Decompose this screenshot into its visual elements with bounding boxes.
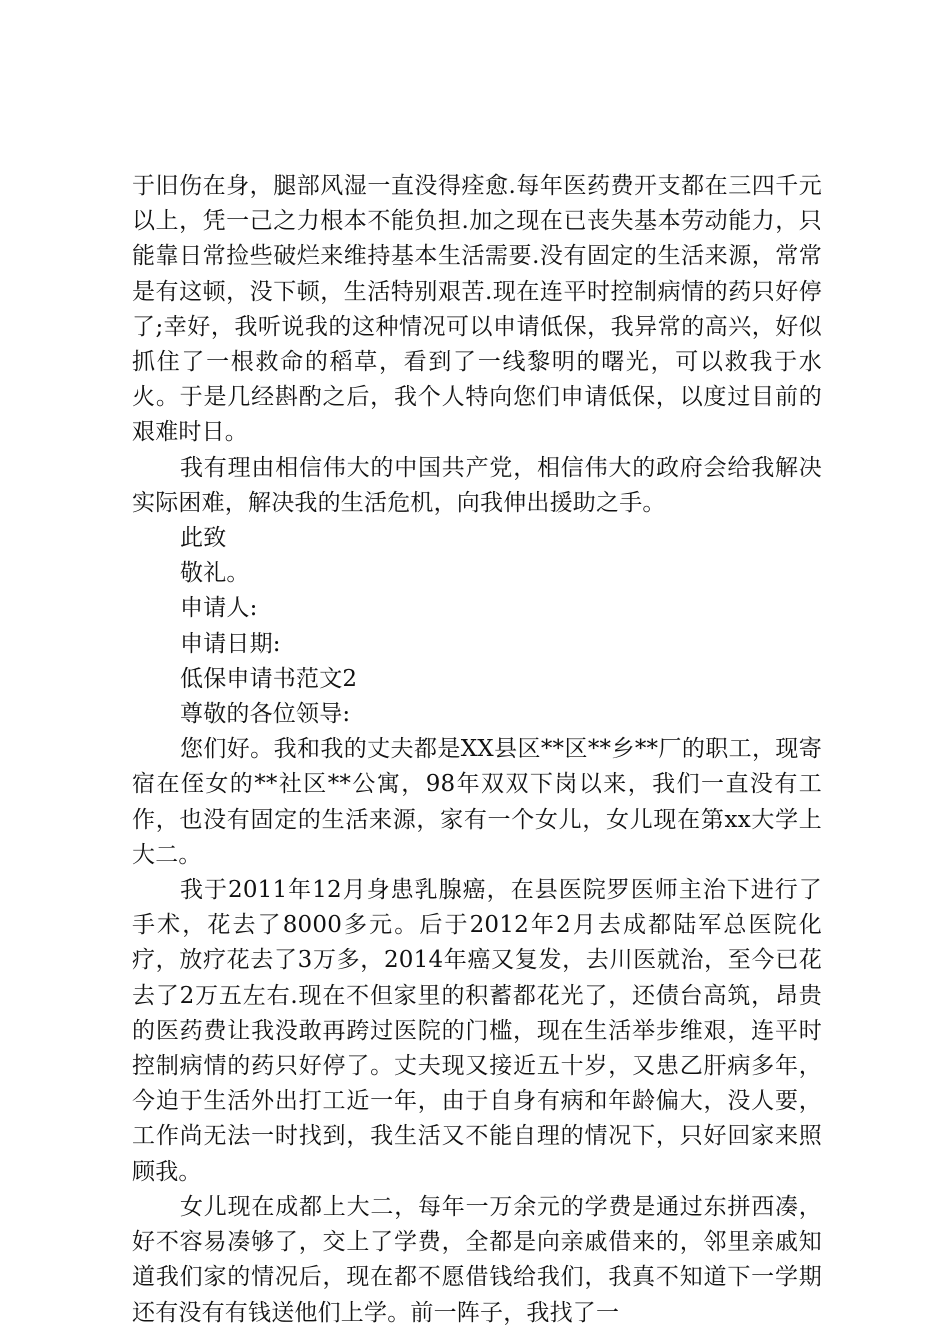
closing-salutation: 此致 <box>180 525 227 552</box>
sample-title: 低保申请书范文2 <box>180 665 358 692</box>
paragraph-illness: 我于2011年12月身患乳腺癌，在县医院罗医师主治下进行了手术，花去了8000多元。后于2012年2月去成都陆军总医院化疗，放疗花去了3万多，2014年癌又复发，去川医就治，至今已花去了2万五左右.现在不但家里的积蓄都花光了，还债台高筑，昂贵的医药费让我没敢再跨过医院的门槛，现在生活举步维艰，连平时控制病情的药只好停了。丈夫现又接近五十岁，又患乙肝病多年，今迫于生活外出打工近一年，由于自身有病和年龄偏大，没人要，工作尚无法一时找到，我生活又不能自理的情况下，只好回家来照顾我。 <box>132 877 822 1185</box>
paragraph-continuation: 于旧伤在身，腿部风湿一直没得痊愈.每年医药费开支都在三四千元以上，凭一己之力根本不能负担.加之现在已丧失基本劳动能力，只能靠日常捡些破烂来维持基本生活需要.没有固定的生活来源，常常是有这顿，没下顿，生活特别艰苦.现在连平时控制病情的药只好停了;幸好，我听说我的这种情况可以申请低保，我异常的高兴，好似抓住了一根救命的稻草，看到了一线黎明的曙光，可以救我于水火。于是几经斟酌之后，我个人特向您们申请低保，以度过目前的艰难时日。 <box>132 173 822 446</box>
document-body <box>132 169 822 1331</box>
paragraph-belief: 我有理由相信伟大的中国共产党，相信伟大的政府会给我解决实际困难，解决我的生活危机，向我伸出援助之手。 <box>132 454 822 516</box>
paragraph-daughter: 女儿现在成都上大二，每年一万余元的学费是通过东拼西凑，好不容易凑够了，交上了学费，全都是向亲戚借来的，邻里亲戚知道我们家的情况后，现在都不愿借钱给我们，我真不知道下一学期还有没有有钱送他们上学。前一阵子，我找了一 <box>132 1193 822 1326</box>
closing-regards: 敬礼。 <box>180 560 250 587</box>
greeting: 尊敬的各位领导: <box>180 701 351 728</box>
application-date-label: 申请日期: <box>180 630 281 657</box>
applicant-label: 申请人: <box>180 595 258 622</box>
paragraph-introduction: 您们好。我和我的丈夫都是XX县区**区**乡**厂的职工，现寄宿在侄女的**社区**公寓，98年双双下岗以来，我们一直没有工作，也没有固定的生活来源，家有一个女儿，女儿现在第xx大学上大二。 <box>132 736 822 868</box>
